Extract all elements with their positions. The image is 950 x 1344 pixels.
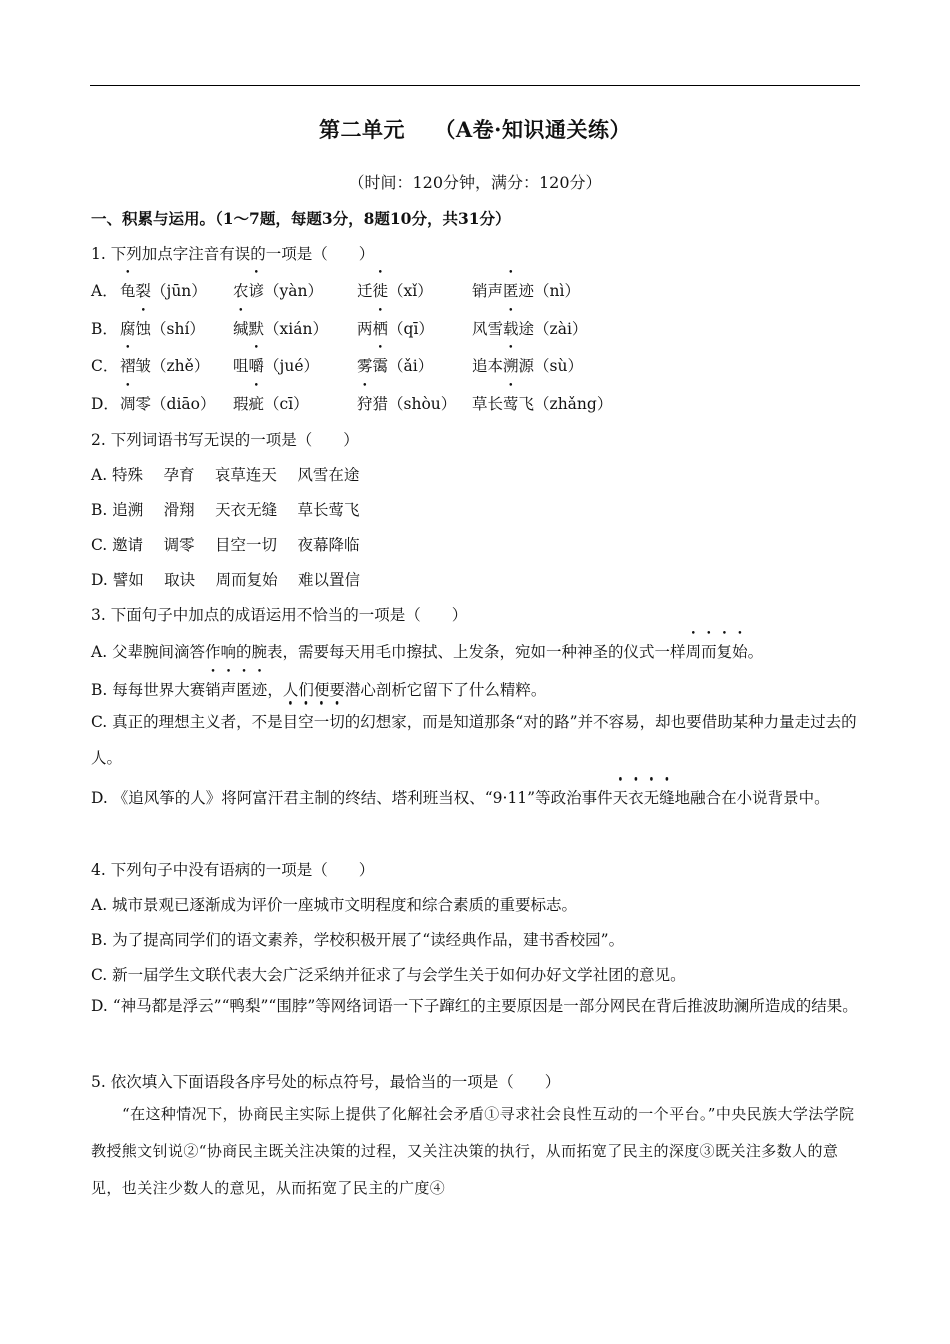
q1-word: 缄 • 默（xián） (233, 306, 328, 338)
q1-word: 腐蚀 • （shí） (120, 306, 205, 338)
emphasis-char: 嚼 • (248, 343, 265, 375)
q1-option-label: D． (91, 395, 119, 413)
emphasis-char: 而 • (701, 629, 717, 661)
emphasis-char: • 衣 • (628, 789, 644, 807)
q1-word: 草长莺 • 飞（zhǎng） (472, 381, 613, 413)
page-title: 第二单元 （A卷·知识通关练） (319, 117, 631, 142)
emphasis-char: 匿 • (236, 667, 252, 699)
q1-word: 销声匿 • 迹（nì） (472, 268, 580, 300)
q1-word: 龟 • 裂（jūn） (120, 268, 207, 300)
q3-option-b: B. 每每世界大赛销 • 声 • 匿 • 迹 • ，人们便要潜心剖析它留下了什么精粹。 (91, 667, 547, 699)
emphasis-char: 复 • (716, 629, 733, 661)
emphasis-char: 蚀 • (135, 306, 152, 338)
q3-option-a: A. 父辈腕间滴答作响的腕表，需要每天用毛巾擦拭、上发条，宛如一种神圣的仪式一样周 • 而 • 复 • 始 • 。 (91, 629, 764, 661)
emphasis-char: 霭 • (372, 343, 389, 375)
q1-word: 追本溯 • 源（sù） (472, 343, 583, 375)
q3-stem: 3. 下面句子中加点的成语运用不恰当的一项是（ ） (91, 606, 468, 624)
emphasis-char: 匿 • (503, 268, 519, 300)
q1-word: 狩 • 猎（shòu） (357, 381, 457, 413)
emphasis-char: • 一 • (314, 713, 330, 731)
emphasis-char: • 目 • (283, 713, 299, 731)
emphasis-char: 声 • (220, 667, 237, 699)
q1-word: 迁徙 • （xǐ） (357, 268, 433, 300)
q1-word: 瑕疵 • （cī） (233, 381, 309, 413)
q1-word: 农谚 • （yàn） (233, 268, 324, 300)
q3-c-idiom (282, 699, 345, 731)
q3-d-idiom (612, 775, 675, 807)
q3-option-d: D. 《追风筝的人》将阿富汗君主制的终结、塔利班当权、“9·11”等政治事件• 天 • • 衣 • • 无 • • 缝 • 地融合在小说背景中。 (91, 780, 861, 816)
q4-option-b: B. 为了提高同学们的语文素养，学校积极开展了“读经典作品，建书香校园”。 (91, 931, 625, 949)
q1-word: 褶 • 皱（zhě） (120, 343, 210, 375)
emphasis-char: • 无 • (644, 789, 660, 807)
emphasis-char: • 空 • (298, 713, 314, 731)
top-rule (90, 85, 860, 86)
q1-option-label: C． (91, 357, 119, 375)
q1-word: 咀嚼 • （jué） (233, 343, 319, 375)
q1-stem: 1. 下列加点字注音有误的一项是（ ） (91, 245, 375, 263)
q2-option-c: C. 邀请 调零 目空一切 夜幕降临 (91, 536, 360, 554)
q4-option-d: D. “神马都是浮云”“鸭梨”“围脖”等网络词语一下子蹿红的主要原因是一部分网民在背后推波助澜所造成的结果。 (91, 997, 858, 1015)
q4-option-a: A. 城市景观已逐渐成为评价一座城市文明程度和综合素质的重要标志。 (91, 896, 578, 914)
q1-option-label: B． (91, 320, 118, 338)
emphasis-char: • 天 • (613, 789, 629, 807)
q2-option-d: D. 譬如 取诀 周而复始 难以置信 (91, 571, 361, 589)
emphasis-char: 凋 • (120, 381, 136, 413)
section-heading: 一、积累与运用。（1～7题，每题3分，8题10分，共31分） (91, 209, 511, 228)
emphasis-char: 载 • (503, 306, 519, 338)
q4-option-c: C. 新一届学生文联代表大会广泛采纳并征求了与会学生关于如何办好文学社团的意见。 (91, 966, 686, 984)
emphasis-char: 龟 • (120, 268, 136, 300)
q5-stem: 5. 依次填入下面语段各序号处的标点符号，最恰当的一项是（ ） (91, 1073, 561, 1091)
emphasis-char: 莺 • (503, 381, 519, 413)
emphasis-char: 狩 • (357, 381, 373, 413)
q1-option-label: A． (91, 282, 118, 300)
q1-word: 雾霭 • （ǎi） (357, 343, 434, 375)
emphasis-char: 销 • (205, 667, 221, 699)
emphasis-char: 周 • (685, 629, 702, 661)
q1-word: 凋 • 零（diāo） (120, 381, 216, 413)
emphasis-char: • 切 • (329, 713, 345, 731)
emphasis-char: 疵 • (248, 381, 265, 413)
emphasis-char: 徙 • (372, 268, 389, 300)
q3-option-c: C. 真正的理想主义者，不是• 目 • • 空 • • 一 • • 切 • 的幻想家，而是知道那条“对的路”并不容易，却也要借助某种力量走过去的人。 (91, 704, 861, 776)
emphasis-char: 褶 • (120, 343, 136, 375)
emphasis-char: 缄 • (233, 306, 249, 338)
q1-word: 风雪载 • 途（zài） (472, 306, 588, 338)
q2-stem: 2. 下列词语书写无误的一项是（ ） (91, 431, 359, 449)
q4-stem: 4. 下列句子中没有语病的一项是（ ） (91, 861, 375, 879)
q2-option-a: A. 特殊 孕育 哀草连天 风雪在途 (91, 466, 360, 484)
emphasis-char: 始 • (732, 629, 748, 661)
emphasis-char: • 缝 • (659, 789, 675, 807)
q5-passage: “在这种情况下，协商民主实际上提供了化解社会矛盾①寻求社会良性互动的一个平台。”中央民族大学法学院教授熊文钊说②“协商民主既关注决策的过程，又关注决策的执行，从而拓宽了民主的深度③既关注多数人的意见，也关注少数人的意见，从而拓宽了民主的广度④ (91, 1105, 855, 1197)
q1-word: 两栖 • （qī） (357, 306, 434, 338)
emphasis-char: 谚 • (248, 268, 265, 300)
emphasis-char: 溯 • (503, 343, 519, 375)
q3-b-idiom (205, 667, 268, 699)
exam-info: （时间：120分钟，满分：120分） (348, 173, 602, 192)
q2-option-b: B. 追溯 滑翔 天衣无缝 草长莺飞 (91, 501, 360, 519)
emphasis-char: 栖 • (372, 306, 389, 338)
q3-a-idiom (685, 629, 748, 661)
emphasis-char: 迹 • (251, 667, 268, 699)
